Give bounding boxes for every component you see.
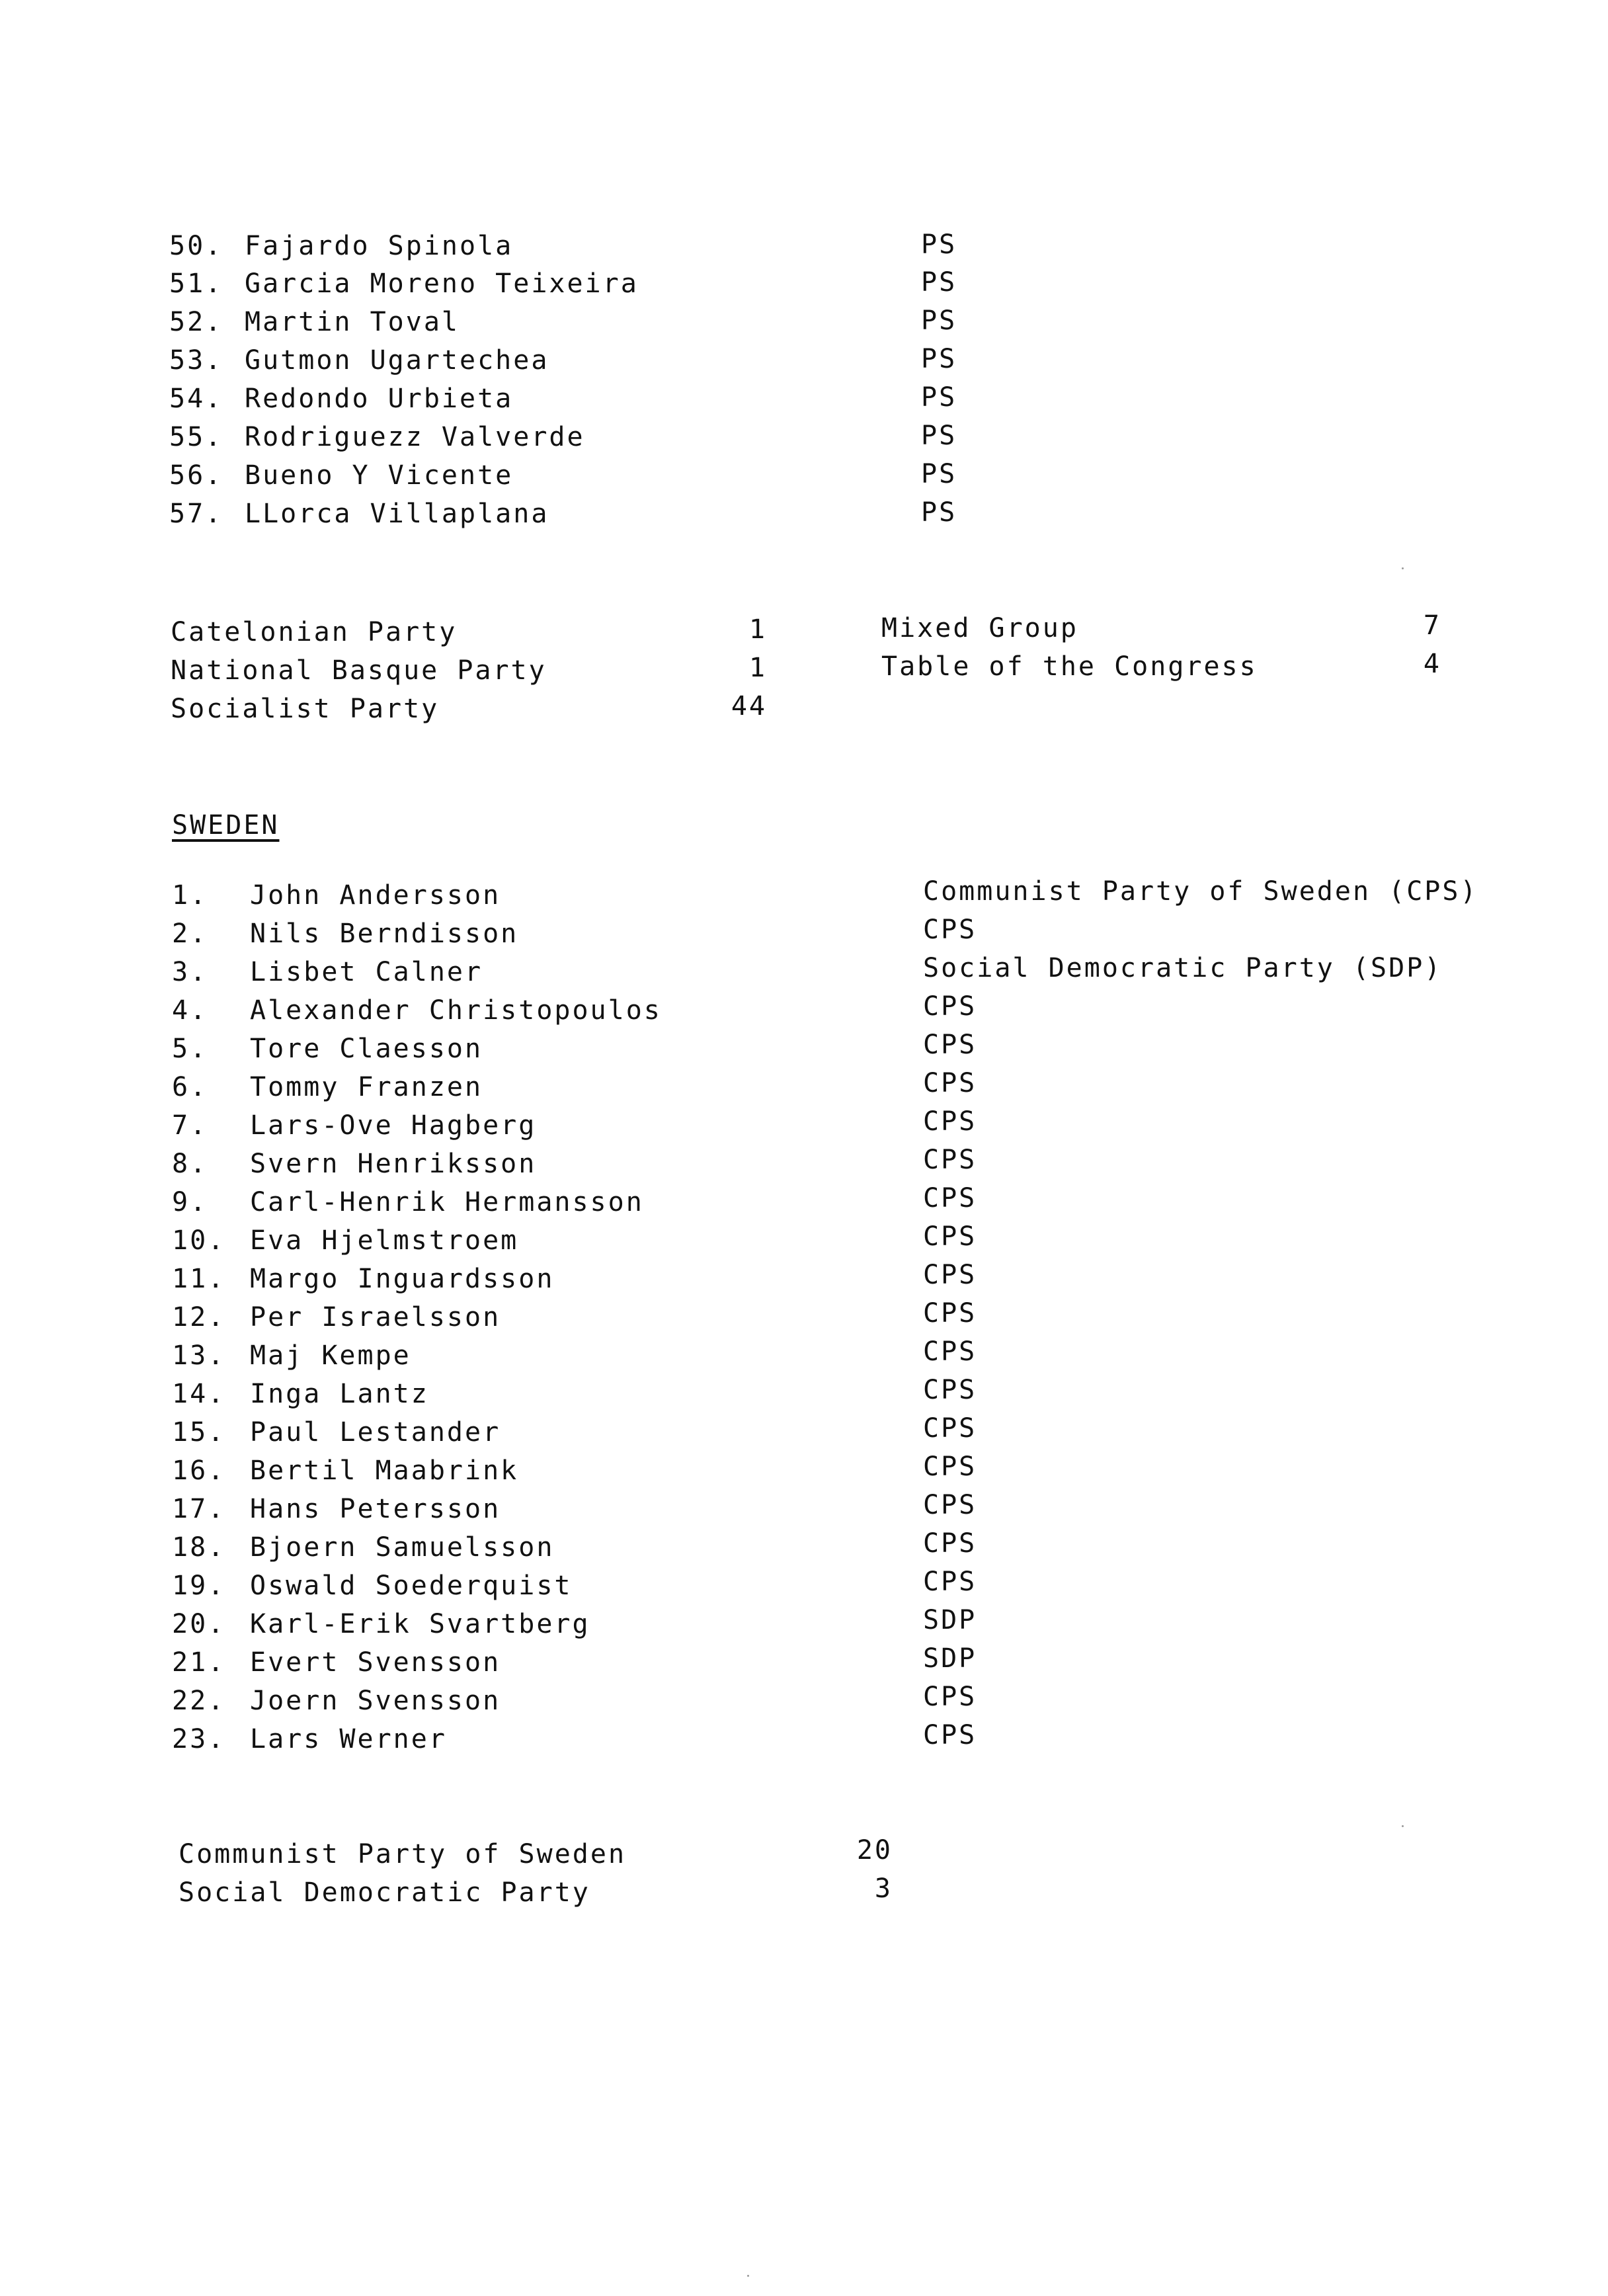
member-number: 1.	[172, 880, 208, 911]
party-count: 3	[874, 1873, 893, 1904]
member-number: 9.	[172, 1187, 208, 1217]
member-name: Lars Werner	[250, 1724, 447, 1754]
member-number: 16.	[172, 1456, 226, 1486]
member-party: PS	[921, 306, 957, 336]
member-name: Bjoern Samuelsson	[250, 1532, 555, 1563]
member-number: 51.	[169, 268, 223, 299]
member-party: CPS	[923, 1068, 977, 1098]
member-name: LLorca Villaplana	[245, 499, 549, 529]
party-count: 44	[731, 691, 767, 721]
member-name: Bueno Y Vicente	[245, 460, 514, 491]
member-name: Hans Petersson	[250, 1494, 501, 1524]
member-number: 19.	[172, 1571, 226, 1601]
member-party: CPS	[923, 1490, 977, 1520]
member-number: 17.	[172, 1494, 226, 1524]
party-label: Social Democratic Party	[179, 1877, 590, 1908]
scan-speck	[1402, 567, 1404, 569]
member-party: PS	[921, 229, 957, 260]
member-party: CPS	[923, 1567, 977, 1597]
member-number: 52.	[169, 307, 223, 337]
member-party: PS	[921, 344, 957, 374]
member-number: 55.	[169, 422, 223, 452]
member-party: CPS	[923, 1260, 977, 1290]
member-name: Evert Svensson	[250, 1647, 501, 1678]
member-name: Tore Claesson	[250, 1034, 483, 1064]
member-number: 3.	[172, 957, 208, 987]
party-label: National Basque Party	[171, 655, 547, 686]
member-number: 2.	[172, 919, 208, 949]
member-name: Paul Lestander	[250, 1417, 501, 1448]
member-number: 5.	[172, 1034, 208, 1064]
member-party: CPS	[923, 915, 977, 945]
member-name: Maj Kempe	[250, 1340, 411, 1371]
member-party: CPS	[923, 1145, 977, 1175]
member-number: 11.	[172, 1264, 226, 1294]
member-party: CPS	[923, 1298, 977, 1329]
member-party: Social Democratic Party (SDP)	[923, 953, 1443, 983]
member-party: CPS	[923, 1221, 977, 1252]
member-number: 6.	[172, 1072, 208, 1102]
member-name: Bertil Maabrink	[250, 1456, 519, 1486]
member-party: CPS	[923, 1183, 977, 1213]
member-party: CPS	[923, 1528, 977, 1559]
member-number: 53.	[169, 345, 223, 376]
member-name: Garcia Moreno Teixeira	[245, 268, 639, 299]
member-name: Karl-Erik Svartberg	[250, 1609, 590, 1639]
member-name: Margo Inguardsson	[250, 1264, 555, 1294]
member-name: Oswald Soederquist	[250, 1571, 573, 1601]
member-number: 23.	[172, 1724, 226, 1754]
member-name: Tommy Franzen	[250, 1072, 483, 1102]
party-count: 4	[1423, 649, 1441, 679]
member-number: 56.	[169, 460, 223, 491]
member-party: CPS	[923, 1682, 977, 1712]
member-name: Nils Berndisson	[250, 919, 519, 949]
section-heading-sweden: SWEDEN	[172, 810, 280, 840]
party-count: 1	[748, 614, 767, 645]
party-label: Table of the Congress	[881, 651, 1258, 682]
member-party: PS	[921, 421, 957, 451]
member-name: Redondo Urbieta	[245, 384, 514, 414]
member-party: CPS	[923, 1375, 977, 1405]
member-name: Joern Svensson	[250, 1686, 501, 1716]
member-party: CPS	[923, 1413, 977, 1444]
member-name: Carl-Henrik Hermansson	[250, 1187, 644, 1217]
member-number: 4.	[172, 995, 208, 1026]
member-number: 13.	[172, 1340, 226, 1371]
member-party: PS	[921, 497, 957, 528]
member-number: 22.	[172, 1686, 226, 1716]
party-count: 1	[748, 653, 767, 683]
member-number: 14.	[172, 1379, 226, 1409]
member-party: SDP	[923, 1605, 977, 1635]
member-name: Fajardo Spinola	[245, 231, 514, 261]
member-name: Per Israelsson	[250, 1302, 501, 1332]
member-number: 50.	[169, 231, 223, 261]
member-number: 57.	[169, 499, 223, 529]
member-party: PS	[921, 267, 957, 298]
member-number: 7.	[172, 1110, 208, 1141]
member-number: 10.	[172, 1225, 226, 1256]
member-number: 21.	[172, 1647, 226, 1678]
member-name: Martin Toval	[245, 307, 460, 337]
member-name: Eva Hjelmstroem	[250, 1225, 519, 1256]
scan-speck	[1402, 1825, 1404, 1827]
party-label: Socialist Party	[171, 694, 440, 724]
member-number: 18.	[172, 1532, 226, 1563]
member-party: CPS	[923, 1720, 977, 1750]
member-party: Communist Party of Sweden (CPS)	[923, 876, 1478, 907]
member-name: Inga Lantz	[250, 1379, 429, 1409]
member-number: 54.	[169, 384, 223, 414]
member-party: PS	[921, 382, 957, 413]
member-name: Gutmon Ugartechea	[245, 345, 549, 376]
member-name: Svern Henriksson	[250, 1149, 537, 1179]
party-count: 7	[1423, 610, 1441, 641]
member-party: CPS	[923, 1336, 977, 1367]
member-party: CPS	[923, 1030, 977, 1060]
member-party: CPS	[923, 1452, 977, 1482]
member-name: Lisbet Calner	[250, 957, 483, 987]
member-party: CPS	[923, 1106, 977, 1137]
member-party: PS	[921, 459, 957, 489]
member-number: 15.	[172, 1417, 226, 1448]
member-name: Lars-Ove Hagberg	[250, 1110, 537, 1141]
party-label: Catelonian Party	[171, 617, 458, 647]
member-number: 12.	[172, 1302, 226, 1332]
party-label: Mixed Group	[881, 613, 1078, 643]
member-party: SDP	[923, 1643, 977, 1674]
member-number: 20.	[172, 1609, 226, 1639]
member-name: Alexander Christopoulos	[250, 995, 662, 1026]
member-number: 8.	[172, 1149, 208, 1179]
member-party: CPS	[923, 991, 977, 1022]
scan-speck	[747, 2275, 749, 2277]
member-name: John Andersson	[250, 880, 501, 911]
member-name: Rodriguezz Valverde	[245, 422, 585, 452]
party-count: 20	[856, 1835, 893, 1866]
party-label: Communist Party of Sweden	[179, 1839, 627, 1869]
